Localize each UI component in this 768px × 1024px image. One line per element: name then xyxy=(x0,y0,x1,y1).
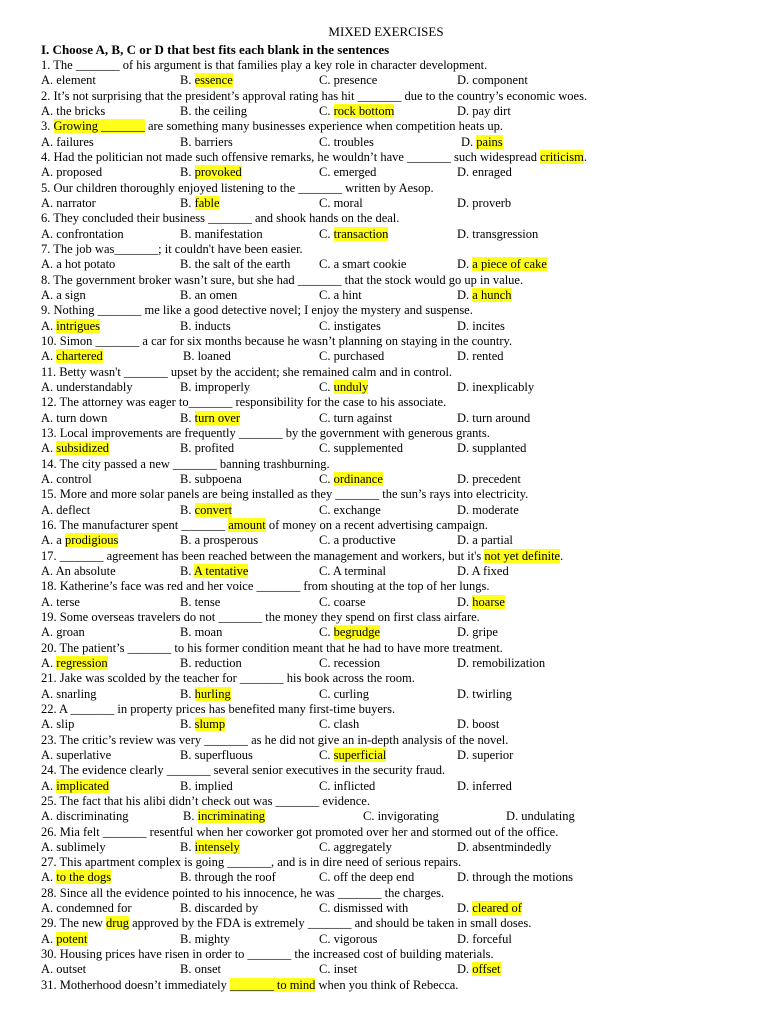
question-stem xyxy=(41,855,461,870)
answer-option: C. clash xyxy=(319,717,360,732)
answer-option: A. An absolute xyxy=(41,563,116,578)
question-text: when you think of Rebecca. xyxy=(315,977,459,992)
answer-option: D. rented xyxy=(457,349,504,364)
question-text: 10. Simon _______ a car for six months because he wasn’t planning on staying in the country. xyxy=(41,333,513,348)
answer-option: C. transaction xyxy=(319,226,389,241)
answer-option: B. essence xyxy=(180,73,233,88)
question-stem xyxy=(41,426,490,441)
answer-options xyxy=(41,503,741,518)
answer-option: C. purchased xyxy=(319,349,385,364)
question-text: 23. The critic’s review was very _______ as he did not give an in-depth analysis of the novel. xyxy=(41,732,509,747)
answer-option: A. regression xyxy=(41,655,108,670)
question-stem xyxy=(41,702,395,717)
question-text: 14. The city passed a new _______ banning trashburning. xyxy=(41,456,330,471)
question-stem xyxy=(41,457,330,472)
answer-option: D. twirling xyxy=(457,686,512,701)
answer-option: A. subsidized xyxy=(41,441,110,456)
highlighted-answer: intrigues xyxy=(56,318,101,333)
answer-options xyxy=(41,809,741,824)
question-text: 4. Had the politician not made such offensive remarks, he wouldn’t have _______ such widespread xyxy=(41,149,541,164)
answer-option: B. provoked xyxy=(180,165,242,180)
highlighted-phrase: not yet definite xyxy=(484,548,561,563)
question-stem xyxy=(41,610,480,625)
answer-options xyxy=(41,595,741,610)
answer-option: A. chartered xyxy=(41,349,103,364)
highlighted-answer: rock bottom xyxy=(333,103,395,118)
answer-option: B. tense xyxy=(180,594,221,609)
answer-option: C. instigates xyxy=(319,318,381,333)
question-text: approved by the FDA is extremely _______ and should be taken in small doses. xyxy=(128,916,532,931)
answer-option: A. narrator xyxy=(41,195,96,210)
answer-option: A. snarling xyxy=(41,686,97,701)
answer-option: D. pains xyxy=(461,134,503,149)
answer-option: D. A fixed xyxy=(457,563,509,578)
question-text: 8. The government broker wasn’t sure, but she had _______ that the stock would go up in value. xyxy=(41,272,524,287)
highlighted-answer: to the dogs xyxy=(56,870,112,885)
answer-option: C. superficial xyxy=(319,747,387,762)
answer-options xyxy=(41,165,741,180)
answer-option: D. component xyxy=(457,73,528,88)
question-stem xyxy=(41,303,473,318)
answer-option: D. absentmindedly xyxy=(457,839,552,854)
question-stem xyxy=(41,763,445,778)
answer-options xyxy=(41,472,741,487)
answer-options xyxy=(41,227,741,242)
answer-option: C. moral xyxy=(319,195,363,210)
question-text: . xyxy=(560,548,564,563)
highlighted-phrase: criticism xyxy=(540,149,584,164)
answer-option: A. a sign xyxy=(41,287,86,302)
answer-option: C. troubles xyxy=(319,134,374,149)
answer-option: D. boost xyxy=(457,717,500,732)
highlighted-answer: begrudge xyxy=(333,625,381,640)
answer-option: A. turn down xyxy=(41,410,108,425)
highlighted-answer: a hunch xyxy=(472,287,512,302)
highlighted-answer: intensely xyxy=(194,839,240,854)
highlighted-answer: a piece of cake xyxy=(472,257,547,272)
answer-option: B. slump xyxy=(180,717,226,732)
answer-options xyxy=(41,870,741,885)
answer-option: A. condemned for xyxy=(41,901,132,916)
question-stem xyxy=(41,334,512,349)
highlighted-answer: implicated xyxy=(56,778,110,793)
question-text: 24. The evidence clearly _______ several senior executives in the security fraud. xyxy=(41,763,446,778)
answer-option: D. pay dirt xyxy=(457,103,511,118)
highlighted-answer: potent xyxy=(56,931,88,946)
answer-option: A. potent xyxy=(41,931,88,946)
question-text: 17. _______ agreement has been reached between the management and workers, but it's xyxy=(41,548,485,563)
answer-option: A. sublimely xyxy=(41,839,106,854)
answer-option: D. through the motions xyxy=(457,870,573,885)
question-text: . xyxy=(583,149,587,164)
answer-option: A. terse xyxy=(41,594,80,609)
highlighted-answer: essence xyxy=(194,73,233,88)
question-text: 18. Katherine’s face was red and her voice _______ from shouting at the top of her lungs. xyxy=(41,579,490,594)
highlighted-phrase: amount xyxy=(228,517,266,532)
answer-option: B. the salt of the earth xyxy=(180,257,291,272)
answer-option: C. begrudge xyxy=(319,625,381,640)
answer-option: A. slip xyxy=(41,717,75,732)
answer-option: B. incriminating xyxy=(183,809,265,824)
answer-option: C. off the deep end xyxy=(319,870,415,885)
question-text: 15. More and more solar panels are being installed as they _______ the sun’s rays into electricity. xyxy=(41,487,529,502)
page-title: MIXED EXERCISES xyxy=(328,24,444,39)
question-text: 26. Mia felt _______ resentful when her coworker got promoted over her and stormed out of the office. xyxy=(41,824,559,839)
highlighted-answer: subsidized xyxy=(56,441,110,456)
question-text: 7. The job was_______; it couldn't have been easier. xyxy=(41,241,303,256)
answer-option: B. a prosperous xyxy=(180,533,259,548)
highlighted-answer: convert xyxy=(194,502,233,517)
question-text: 9. Nothing _______ me like a good detective novel; I enjoy the mystery and suspense. xyxy=(41,303,473,318)
answer-options xyxy=(41,687,741,702)
question-text: 31. Motherhood doesn’t immediately xyxy=(41,977,230,992)
answer-options xyxy=(41,840,741,855)
answer-options xyxy=(41,135,741,150)
answer-option: D. remobilization xyxy=(457,655,546,670)
answer-options xyxy=(41,717,741,732)
answer-options xyxy=(41,901,741,916)
answer-options xyxy=(41,779,741,794)
question-stem xyxy=(41,671,415,686)
question-stem xyxy=(41,641,503,656)
answer-option: B. profited xyxy=(180,441,235,456)
answer-option: C. coarse xyxy=(319,594,366,609)
answer-options xyxy=(41,411,741,426)
answer-option: B. fable xyxy=(180,195,220,210)
answer-option: C. A terminal xyxy=(319,563,387,578)
answer-option: B. through the roof xyxy=(180,870,276,885)
question-text: 30. Housing prices have risen in order to _______ the increased cost of building materials. xyxy=(41,947,494,962)
answer-option: A. failures xyxy=(41,134,94,149)
answer-options xyxy=(41,257,741,272)
answer-option: D. hoarse xyxy=(457,594,505,609)
answer-option: C. vigorous xyxy=(319,931,378,946)
answer-option: B. moan xyxy=(180,625,223,640)
answer-options xyxy=(41,748,741,763)
answer-options xyxy=(41,380,741,395)
answer-option: B. hurling xyxy=(180,686,231,701)
highlighted-answer: hurling xyxy=(194,686,231,701)
question-stem xyxy=(41,518,488,533)
answer-option: A. proposed xyxy=(41,165,103,180)
answer-option: A. discriminating xyxy=(41,809,129,824)
question-stem xyxy=(41,150,587,165)
answer-option: C. invigorating xyxy=(363,809,439,824)
highlighted-answer: chartered xyxy=(56,349,103,364)
question-stem xyxy=(41,365,452,380)
highlighted-answer: prodigious xyxy=(64,533,119,548)
answer-option: A. control xyxy=(41,471,92,486)
answer-option: B. reduction xyxy=(180,655,242,670)
answer-option: D. a hunch xyxy=(457,287,512,302)
answer-option: D. moderate xyxy=(457,502,519,517)
question-text: 16. The manufacturer spent _______ xyxy=(41,517,229,532)
answer-option: C. rock bottom xyxy=(319,103,395,118)
answer-option: C. ordinance xyxy=(319,471,383,486)
answer-option: D. precedent xyxy=(457,471,521,486)
question-text: 21. Jake was scolded by the teacher for _______ his book across the room. xyxy=(41,671,415,686)
question-text: 29. The new xyxy=(41,916,107,931)
answer-options xyxy=(41,441,741,456)
answer-option: C. dismissed with xyxy=(319,901,409,916)
answer-option: B. improperly xyxy=(180,379,251,394)
answer-options xyxy=(41,196,741,211)
question-text: 22. A _______ in property prices has benefited many first-time buyers. xyxy=(41,701,396,716)
question-text: 20. The patient’s _______ to his former condition meant that he had to have more treatment. xyxy=(41,640,503,655)
question-text: 11. Betty wasn't _______ upset by the accident; she remained calm and in control. xyxy=(41,364,453,379)
highlighted-answer: cleared of xyxy=(472,901,522,916)
answer-options xyxy=(41,932,741,947)
highlighted-answer: unduly xyxy=(333,379,369,394)
answer-option: D. inexplicably xyxy=(457,379,535,394)
answer-option: C. unduly xyxy=(319,379,369,394)
highlighted-answer: offset xyxy=(472,962,501,977)
answer-option: A. superlative xyxy=(41,747,112,762)
answer-option: A. groan xyxy=(41,625,85,640)
answer-option: C. a productive xyxy=(319,533,396,548)
answer-option: B. the ceiling xyxy=(180,103,247,118)
highlighted-phrase: Growing _______ xyxy=(53,119,145,134)
answer-option: D. cleared of xyxy=(457,901,522,916)
answer-option: A. outset xyxy=(41,962,87,977)
answer-option: A. element xyxy=(41,73,96,88)
highlighted-answer: pains xyxy=(476,134,503,149)
answer-option: B. an omen xyxy=(180,287,238,302)
highlighted-answer: ordinance xyxy=(333,471,383,486)
question-text: are something many businesses experience when competition heats up. xyxy=(144,119,504,134)
question-text: 6. They concluded their business _______ and shook hands on the deal. xyxy=(41,211,400,226)
answer-option: B. implied xyxy=(180,778,233,793)
answer-option: B. inducts xyxy=(180,318,231,333)
highlighted-answer: incriminating xyxy=(197,809,265,824)
answer-option: C. a smart cookie xyxy=(319,257,407,272)
answer-option: B. intensely xyxy=(180,839,240,854)
answer-option: D. transgression xyxy=(457,226,539,241)
highlighted-answer: superficial xyxy=(333,747,387,762)
question-stem xyxy=(41,181,434,196)
answer-options xyxy=(41,533,741,548)
answer-option: D. forceful xyxy=(457,931,512,946)
answer-option: C. curling xyxy=(319,686,369,701)
highlighted-answer: provoked xyxy=(194,165,242,180)
question-stem xyxy=(41,733,508,748)
answer-option: D. turn around xyxy=(457,410,531,425)
answer-option: C. inset xyxy=(319,962,358,977)
answer-option: A. implicated xyxy=(41,778,110,793)
question-text: 1. The _______ of his argument is that families play a key role in character development. xyxy=(41,58,488,72)
answer-options xyxy=(41,73,741,88)
answer-option: C. turn against xyxy=(319,410,393,425)
highlighted-phrase: _______ to mind xyxy=(229,977,316,992)
answer-option: D. a partial xyxy=(457,533,513,548)
question-stem xyxy=(41,579,490,594)
highlighted-answer: turn over xyxy=(194,410,241,425)
answer-option: B. subpoena xyxy=(180,471,242,486)
question-text: of money on a recent advertising campaign. xyxy=(265,517,488,532)
answer-option: B. A tentative xyxy=(180,563,249,578)
answer-option: B. barriers xyxy=(180,134,233,149)
answer-option: B. onset xyxy=(180,962,221,977)
question-text: 27. This apartment complex is going _______, and is in dire need of serious repairs. xyxy=(41,855,462,870)
answer-option: C. exchange xyxy=(319,502,381,517)
question-text: 2. It’s not surprising that the president’s approval rating has hit _______ due to the country’s economic woes. xyxy=(41,88,588,103)
answer-option: B. loaned xyxy=(183,349,231,364)
answer-option: D. offset xyxy=(457,962,501,977)
answer-option: A. a prodigious xyxy=(41,533,119,548)
answer-option: D. a piece of cake xyxy=(457,257,547,272)
question-stem xyxy=(41,89,587,104)
question-text: 25. The fact that his alibi didn’t check out was _______ evidence. xyxy=(41,793,370,808)
answer-options xyxy=(41,104,741,119)
question-text: 12. The attorney was eager to_______ responsibility for the case to his associate. xyxy=(41,395,447,410)
answer-option: A. confrontation xyxy=(41,226,124,241)
highlighted-answer: hoarse xyxy=(472,594,505,609)
answer-option: A. understandably xyxy=(41,379,133,394)
answer-options xyxy=(41,319,741,334)
answer-options xyxy=(41,962,741,977)
answer-options xyxy=(41,288,741,303)
question-stem xyxy=(41,549,563,564)
answer-option: C. inflicted xyxy=(319,778,376,793)
answer-option: A. the bricks xyxy=(41,103,106,118)
answer-options xyxy=(41,349,741,364)
question-text: 13. Local improvements are frequently _______ by the government with generous grants. xyxy=(41,425,490,440)
answer-options xyxy=(41,564,741,579)
answer-option: C. aggregately xyxy=(319,839,392,854)
answer-option: C. recession xyxy=(319,655,381,670)
question-stem xyxy=(41,273,523,288)
question-stem xyxy=(41,211,399,226)
answer-option: C. emerged xyxy=(319,165,377,180)
question-stem xyxy=(41,794,370,809)
answer-option: B. superfluous xyxy=(180,747,253,762)
answer-option: D. supplanted xyxy=(457,441,527,456)
answer-option: D. superior xyxy=(457,747,514,762)
answer-option: B. mighty xyxy=(180,931,231,946)
answer-option: B. turn over xyxy=(180,410,241,425)
answer-option: A. deflect xyxy=(41,502,91,517)
question-text: 19. Some overseas travelers do not _______ the money they spend on first class airfare. xyxy=(41,609,480,624)
question-stem xyxy=(41,916,531,931)
question-text: 5. Our children thoroughly enjoyed listening to the _______ written by Aesop. xyxy=(41,180,434,195)
question-text: 28. Since all the evidence pointed to his innocence, he was _______ the charges. xyxy=(41,885,445,900)
question-stem xyxy=(41,58,487,73)
answer-option: C. a hint xyxy=(319,287,362,302)
highlighted-answer: A tentative xyxy=(193,563,249,578)
section-heading: I. Choose A, B, C or D that best fits each blank in the sentences xyxy=(41,42,390,57)
question-stem xyxy=(41,395,446,410)
question-stem xyxy=(41,119,503,134)
highlighted-phrase: drug xyxy=(106,916,129,931)
highlighted-answer: fable xyxy=(194,195,220,210)
question-stem xyxy=(41,978,458,993)
answer-option: B. discarded by xyxy=(180,901,259,916)
answer-option: A. to the dogs xyxy=(41,870,112,885)
answer-option: C. presence xyxy=(319,73,378,88)
answer-option: A. a hot potato xyxy=(41,257,116,272)
question-stem xyxy=(41,947,494,962)
answer-option: D. incites xyxy=(457,318,505,333)
question-text: 3. xyxy=(41,119,54,134)
answer-option: D. enraged xyxy=(457,165,512,180)
answer-option: C. supplemented xyxy=(319,441,404,456)
answer-option: A. intrigues xyxy=(41,318,101,333)
answer-option: D. inferred xyxy=(457,778,512,793)
question-stem xyxy=(41,242,303,257)
answer-options xyxy=(41,656,741,671)
answer-option: B. convert xyxy=(180,502,233,517)
question-stem xyxy=(41,886,444,901)
answer-option: D. gripe xyxy=(457,625,498,640)
answer-option: D. undulating xyxy=(506,809,575,824)
question-stem xyxy=(41,487,528,502)
answer-options xyxy=(41,625,741,640)
highlighted-answer: transaction xyxy=(333,226,389,241)
highlighted-answer: regression xyxy=(56,655,108,670)
highlighted-answer: slump xyxy=(194,717,226,732)
answer-option: B. manifestation xyxy=(180,226,263,241)
question-stem xyxy=(41,825,558,840)
answer-option: D. proverb xyxy=(457,195,512,210)
